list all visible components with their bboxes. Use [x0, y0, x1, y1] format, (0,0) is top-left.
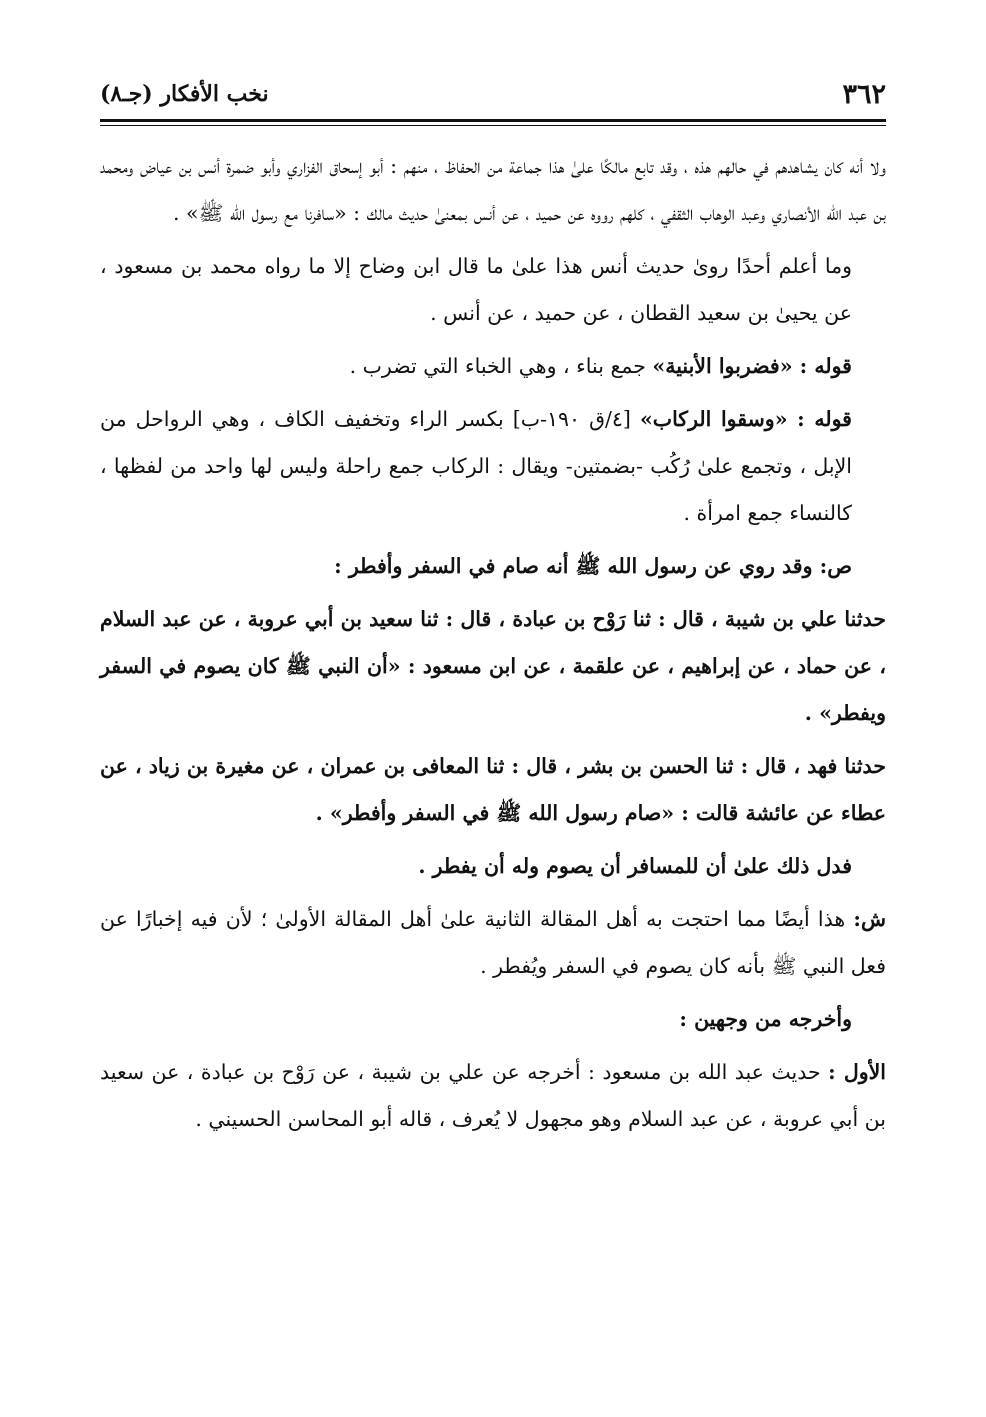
paragraph-text: وأخرجه من وجهين :: [679, 1007, 852, 1031]
paragraph-text: حدثنا علي بن شيبة ، قال : ثنا رَوْح بن عبادة ، قال : ثنا سعيد بن أبي عروبة ، عن عبد السلام ، عن حماد ، عن إبراهيم ، عن علقمة ، عن ابن مسعود : «أن النبي ﷺ كان يصوم في السفر ويفطر» .: [100, 607, 886, 725]
paragraph-9: [100, 896, 886, 990]
paragraph-7: [100, 743, 886, 837]
page-body: [100, 143, 886, 1149]
page-header: [100, 72, 886, 116]
paragraph-10: [100, 996, 886, 1043]
paragraph-3: [100, 343, 886, 390]
paragraph-1: [100, 143, 886, 237]
paragraph-text: هذا أيضًا مما احتجت به أهل المقالة الثانية علىٰ أهل المقالة الأولىٰ ؛ لأن فيه إخبارًا عن فعل النبي ﷺ بأنه كان يصوم في السفر ويُفطر .: [100, 907, 886, 978]
paragraph-text: جمع بناء ، وهي الخباء التي تضرب .: [349, 354, 646, 378]
paragraph-label: قوله : «فضربوا الأبنية»: [652, 354, 852, 378]
paragraph-label: ص:: [819, 554, 852, 578]
header-rule-thick: [100, 119, 886, 122]
page-number: ٣٦٢: [842, 78, 886, 110]
paragraph-5: [100, 543, 886, 590]
paragraph-8: [100, 843, 886, 890]
paragraph-label: الأول :: [828, 1060, 886, 1084]
paragraph-text: فدل ذلك علىٰ أن للمسافر أن يصوم وله أن يفطر .: [418, 854, 852, 878]
paragraph-text: ولا أنه كان يشاهدهم في حالهم هذه ، وقد تابع مالكًا علىٰ هذا جماعة من الحفاظ ، منهم : أبو إسحاق الفزاري وأبو ضمرة أنس بن عياض ومحمد بن عبد الله الأنصاري وعبد الوهاب الثقفي ، كلهم رووه عن حميد ، عن أنس بمعنىٰ حديث مالك : «سافرنا مع رسول الله ﷺ» .: [100, 154, 886, 225]
paragraph-11: [100, 1049, 886, 1143]
paragraph-text: [٤/ق ١٩٠-ب] بكسر الراء وتخفيف الكاف ، وهي الرواحل من الإبل ، وتجمع علىٰ رُكُب -بضمتين- ويقال : الركاب جمع راحلة وليس لها واحد من لفظها ، كالنساء جمع امرأة .: [100, 407, 852, 525]
paragraph-6: [100, 596, 886, 737]
paragraph-2: [100, 243, 886, 337]
paragraph-text: وقد روي عن رسول الله ﷺ أنه صام في السفر وأفطر :: [334, 554, 813, 578]
paragraph-text: حديث عبد الله بن مسعود : أخرجه عن علي بن شيبة ، عن رَوْح بن عبادة ، عن سعيد بن أبي عروبة ، عن عبد السلام وهو مجهول لا يُعرف ، قاله أبو المحاسن الحسيني .: [100, 1060, 886, 1131]
running-title: نخب الأفكار (جـ٨): [100, 81, 269, 107]
paragraph-4: [100, 396, 886, 537]
paragraph-label: قوله : «وسقوا الركاب»: [639, 407, 852, 431]
paragraph-label: ش:: [853, 907, 886, 931]
paragraph-text: وما أعلم أحدًا روىٰ حديث أنس هذا علىٰ ما قال ابن وضاح إلا ما رواه محمد بن مسعود ، عن يحيىٰ بن سعيد القطان ، عن حميد ، عن أنس .: [100, 254, 852, 325]
header-rule-thin: [100, 125, 886, 126]
paragraph-text: حدثنا فهد ، قال : ثنا الحسن بن بشر ، قال : ثنا المعافى بن عمران ، عن مغيرة بن زياد ، عن عطاء عن عائشة قالت : «صام رسول الله ﷺ في السفر وأفطر» .: [100, 754, 886, 825]
